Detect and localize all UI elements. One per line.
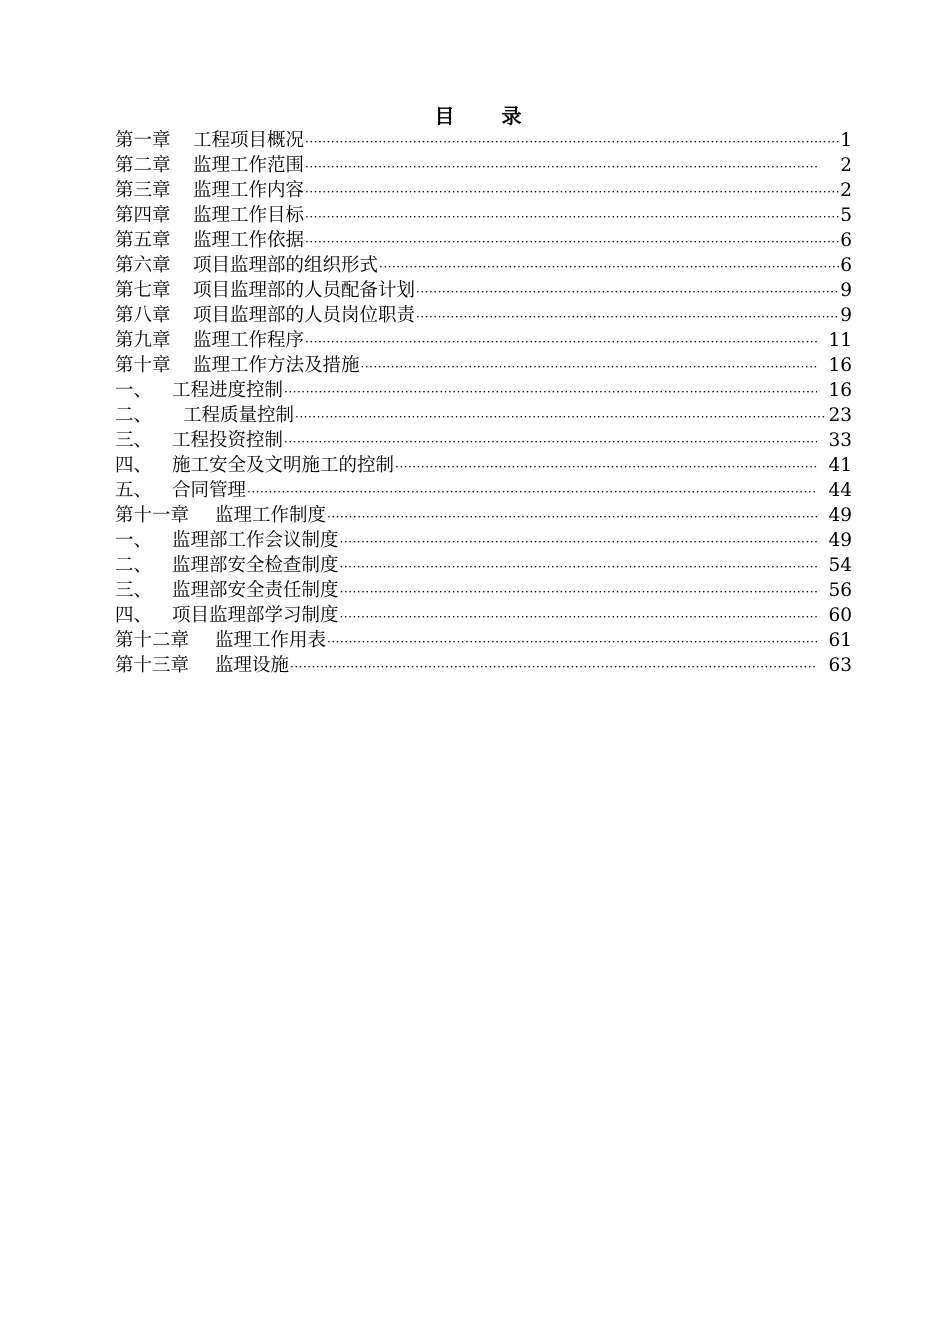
toc-entry-number: 第十一章 (115, 505, 190, 526)
toc-leader-dots (305, 330, 817, 355)
toc-leader-dots (284, 380, 817, 405)
toc-leader-dots (327, 630, 817, 655)
toc-entry-title: 项目监理部的人员岗位职责 (193, 305, 416, 326)
toc-entry-title: 工程项目概况 (193, 130, 305, 151)
toc-entry-page: 61 (828, 630, 852, 651)
toc-entry-number: 第十章 (115, 355, 171, 376)
toc-entry-number: 第四章 (115, 205, 171, 226)
toc-entry-title: 项目监理部的组织形式 (193, 255, 379, 276)
toc-entry-page: 56 (828, 580, 852, 601)
toc-entry-number: 四、 (115, 455, 153, 476)
toc-entry-title: 监理工作依据 (193, 230, 305, 251)
toc-entry[interactable] (115, 353, 852, 378)
toc-entry-number: 第十二章 (115, 630, 190, 651)
toc-leader-dots (305, 230, 839, 255)
toc-entry-number: 五、 (115, 480, 153, 501)
toc-entry-page: 16 (828, 380, 852, 401)
toc-leader-dots (305, 130, 839, 155)
toc-entry[interactable] (115, 453, 852, 478)
toc-entry-page: 49 (828, 530, 852, 551)
toc-entry-title: 合同管理 (172, 480, 247, 501)
toc-entry-title: 监理工作程序 (193, 330, 305, 351)
toc-entry-number: 三、 (115, 580, 153, 601)
toc-entry[interactable] (115, 378, 852, 403)
toc-entry-number: 第六章 (115, 255, 171, 276)
toc-leader-dots (284, 430, 817, 455)
toc-entry[interactable] (115, 403, 852, 428)
toc-leader-dots (340, 555, 817, 580)
toc-entry-page: 2 (840, 180, 852, 201)
toc-leader-dots (340, 530, 817, 555)
toc-entry-number: 一、 (115, 530, 153, 551)
toc-leader-dots (305, 155, 817, 180)
toc-entry[interactable] (115, 228, 852, 253)
toc-entry-number: 二、 (115, 405, 153, 426)
toc-entry-page: 23 (828, 405, 852, 426)
toc-entry-title: 监理工作范围 (193, 155, 305, 176)
toc-entry-page: 6 (840, 255, 852, 276)
toc-entry-number: 第九章 (115, 330, 171, 351)
toc-entry[interactable] (115, 478, 852, 503)
toc-entry-page: 49 (828, 505, 852, 526)
toc-entry[interactable] (115, 128, 852, 153)
toc-entry[interactable] (115, 528, 852, 553)
toc-entry-page: 5 (840, 205, 852, 226)
toc-entry[interactable] (115, 178, 852, 203)
toc-entry-title: 工程质量控制 (183, 405, 295, 426)
toc-entry-title: 监理工作用表 (215, 630, 327, 651)
toc-leader-dots (395, 455, 817, 480)
toc-entry-number: 第十三章 (115, 655, 190, 676)
toc-entry-title: 施工安全及文明施工的控制 (172, 455, 395, 476)
toc-leader-dots (416, 305, 839, 330)
toc-entry[interactable] (115, 503, 852, 528)
toc-entry[interactable] (115, 428, 852, 453)
toc-title: 目 录 (434, 104, 542, 128)
toc-entry[interactable] (115, 603, 852, 628)
toc-entry-title: 工程进度控制 (172, 380, 284, 401)
toc-entry[interactable] (115, 153, 852, 178)
toc-entry-number: 第七章 (115, 280, 171, 301)
toc-entry-page: 9 (840, 280, 852, 301)
toc-entry[interactable] (115, 203, 852, 228)
toc-entry-page: 54 (828, 555, 852, 576)
toc-entry-page: 6 (840, 230, 852, 251)
toc-entry[interactable] (115, 253, 852, 278)
toc-entry-number: 第一章 (115, 130, 171, 151)
toc-entry[interactable] (115, 653, 852, 678)
toc-leader-dots (295, 405, 827, 430)
toc-entry-title: 工程投资控制 (172, 430, 284, 451)
toc-entry-title: 监理设施 (215, 655, 290, 676)
toc-entry-number: 四、 (115, 605, 153, 626)
toc-entry-title: 项目监理部的人员配备计划 (193, 280, 416, 301)
toc-leader-dots (327, 505, 817, 530)
toc-entry-page: 44 (828, 480, 852, 501)
toc-entry[interactable] (115, 278, 852, 303)
toc-entry-title: 监理部工作会议制度 (172, 530, 339, 551)
toc-entry-page: 60 (828, 605, 852, 626)
toc-entry-page: 63 (828, 655, 852, 676)
toc-leader-dots (290, 655, 817, 680)
toc-entry-page: 9 (840, 305, 852, 326)
toc-entry-title: 监理工作方法及措施 (193, 355, 360, 376)
toc-entry-title: 监理工作内容 (193, 180, 305, 201)
toc-list (115, 128, 852, 678)
toc-entry-title: 监理工作目标 (193, 205, 305, 226)
toc-entry-number: 三、 (115, 430, 153, 451)
toc-entry[interactable] (115, 628, 852, 653)
toc-leader-dots (416, 280, 839, 305)
toc-leader-dots (340, 580, 817, 605)
toc-leader-dots (340, 605, 817, 630)
toc-entry-title: 监理部安全检查制度 (172, 555, 339, 576)
toc-entry-page: 2 (840, 155, 852, 176)
toc-entry[interactable] (115, 328, 852, 353)
toc-entry-title: 项目监理部学习制度 (172, 605, 339, 626)
toc-entry-title: 监理工作制度 (215, 505, 327, 526)
toc-entry-page: 41 (828, 455, 852, 476)
toc-entry-page: 1 (840, 130, 852, 151)
toc-entry[interactable] (115, 553, 852, 578)
toc-leader-dots (305, 205, 839, 230)
toc-entry[interactable] (115, 578, 852, 603)
toc-entry-number: 一、 (115, 380, 153, 401)
toc-leader-dots (247, 480, 817, 505)
toc-entry-page: 33 (828, 430, 852, 451)
toc-entry-number: 二、 (115, 555, 153, 576)
toc-leader-dots (305, 180, 839, 205)
toc-entry-number: 第八章 (115, 305, 171, 326)
toc-leader-dots (361, 355, 817, 380)
toc-entry-number: 第三章 (115, 180, 171, 201)
toc-entry-title: 监理部安全责任制度 (172, 580, 339, 601)
toc-leader-dots (379, 255, 839, 280)
toc-entry-number: 第五章 (115, 230, 171, 251)
toc-entry-page: 16 (828, 355, 852, 376)
toc-entry-number: 第二章 (115, 155, 171, 176)
toc-entry[interactable] (115, 303, 852, 328)
toc-entry-page: 11 (828, 330, 852, 351)
